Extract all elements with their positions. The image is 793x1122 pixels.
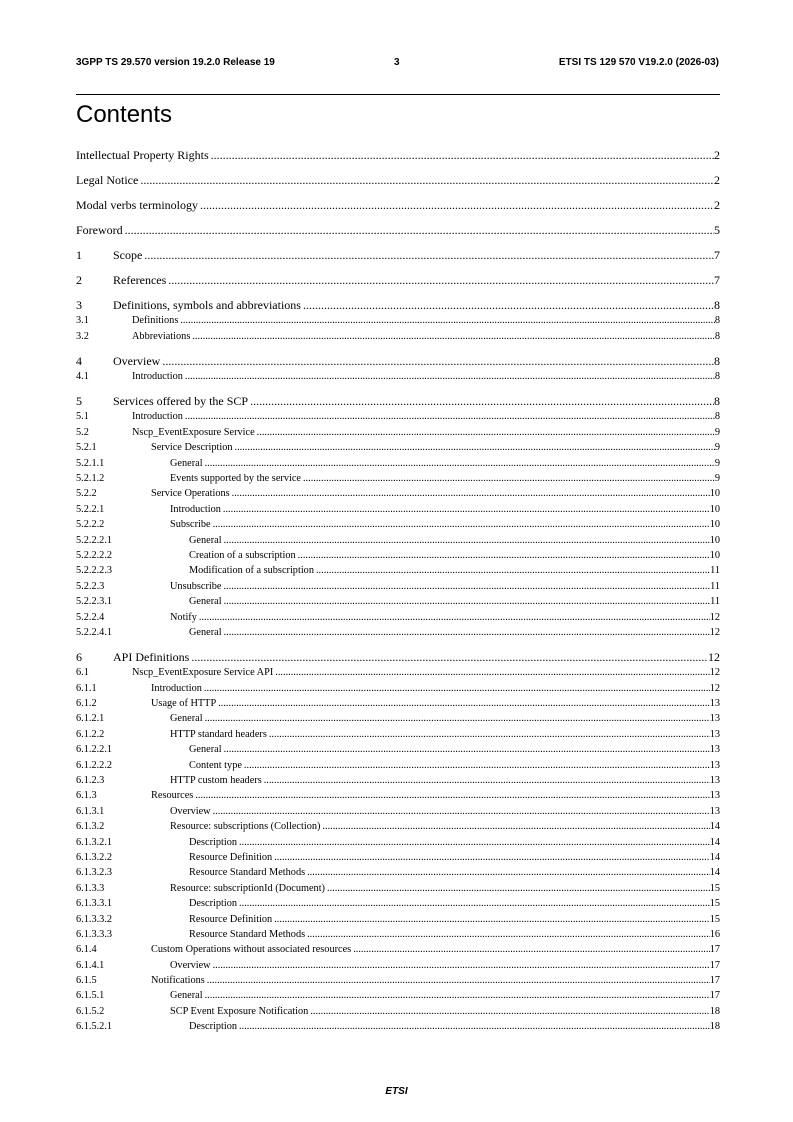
- toc-entry-number: 1: [76, 247, 82, 262]
- toc-entry-number: 6.1.5: [76, 975, 97, 987]
- toc-entry-title: Unsubscribe: [170, 580, 222, 592]
- toc-entry-number: 5.2.2.4: [76, 611, 105, 623]
- toc-leader-dots: [125, 223, 714, 238]
- toc-entry[interactable]: [76, 409, 720, 424]
- toc-entry-title: Legal Notice: [76, 172, 139, 187]
- toc-entry-number: 3: [76, 297, 82, 312]
- toc-entry[interactable]: [76, 425, 720, 440]
- toc-entry-number: 4: [76, 353, 82, 368]
- toc-entry-number: 5.2.2.3: [76, 580, 105, 592]
- toc-leader-dots: [200, 198, 714, 213]
- toc-entry-page: 8: [714, 411, 720, 423]
- toc-entry-title: References: [113, 272, 167, 287]
- toc-entry-title: Scope: [113, 247, 143, 262]
- toc-entry-number: 6.1.5.1: [76, 990, 105, 1002]
- header-spec-version: 3GPP TS 29.570 version 19.2.0 Release 19: [76, 57, 275, 68]
- toc-leader-dots: [298, 548, 710, 563]
- toc-entry[interactable]: [76, 273, 720, 288]
- toc-entry-page: 7: [714, 272, 720, 287]
- toc-entry-page: 8: [714, 394, 720, 409]
- toc-entry-page: 12: [708, 649, 720, 664]
- toc-entry[interactable]: [76, 850, 720, 865]
- toc-entry-number: 6.1.2.1: [76, 713, 105, 725]
- toc-entry-number: 6.1.3.3.1: [76, 898, 113, 910]
- toc-entry-page: 2: [714, 147, 720, 162]
- toc-leader-dots: [274, 912, 709, 927]
- toc-entry-number: 6.1.1: [76, 682, 97, 694]
- toc-entry[interactable]: [76, 329, 720, 344]
- toc-entry-title: Resources: [151, 790, 194, 802]
- toc-entry-title: Modification of a subscription: [189, 565, 314, 577]
- toc-leader-dots: [185, 369, 715, 384]
- toc-leader-dots: [224, 742, 710, 757]
- toc-leader-dots: [232, 486, 710, 501]
- toc-entry-title: Abbreviations: [132, 330, 191, 342]
- toc-entry-number: 5.2.1.1: [76, 457, 105, 469]
- toc-leader-dots: [213, 804, 710, 819]
- toc-leader-dots: [218, 696, 710, 711]
- toc-entry[interactable]: [76, 563, 720, 578]
- toc-entry-page: 17: [709, 990, 720, 1002]
- toc-entry-title: Overview: [170, 805, 211, 817]
- toc-entry-number: 5.2.2.2.2: [76, 549, 113, 561]
- toc-entry-page: 13: [709, 713, 720, 725]
- toc-entry[interactable]: [76, 471, 720, 486]
- toc-entry[interactable]: [76, 696, 720, 711]
- toc-entry-page: 11: [710, 596, 720, 608]
- toc-entry-number: 6.1: [76, 667, 89, 679]
- toc-entry[interactable]: [76, 610, 720, 625]
- toc-entry[interactable]: [76, 788, 720, 803]
- toc-entry[interactable]: [76, 625, 720, 640]
- toc-entry[interactable]: [76, 533, 720, 548]
- toc-entry-page: 13: [709, 790, 720, 802]
- toc-entry[interactable]: [76, 298, 720, 313]
- toc-entry[interactable]: [76, 148, 720, 163]
- toc-leader-dots: [269, 727, 710, 742]
- toc-entry-number: 4.1: [76, 371, 89, 383]
- toc-entry-title: Description: [189, 898, 238, 910]
- toc-entry-number: 3.2: [76, 330, 89, 342]
- toc-entry-page: 13: [709, 759, 720, 771]
- toc-entry-title: Introduction: [170, 503, 221, 515]
- toc-entry-number: 5.2.1.2: [76, 472, 105, 484]
- toc-entry-title: Definitions, symbols and abbreviations: [113, 297, 301, 312]
- toc-entry-page: 15: [709, 898, 720, 910]
- toc-entry-number: 6.1.3.3.2: [76, 913, 113, 925]
- toc-entry-page: 12: [709, 667, 720, 679]
- footer-etsi: ETSI: [385, 1086, 408, 1097]
- toc-entry-title: General: [189, 626, 222, 638]
- toc-entry-page: 9: [714, 426, 720, 438]
- toc-entry-title: Service Operations: [151, 488, 230, 500]
- toc-entry-number: 3.1: [76, 315, 89, 327]
- toc-leader-dots: [264, 773, 710, 788]
- toc-entry-page: 7: [714, 247, 720, 262]
- toc-entry-page: 12: [709, 626, 720, 638]
- toc-entry-page: 14: [709, 821, 720, 833]
- toc-entry[interactable]: [76, 223, 720, 238]
- toc-entry[interactable]: [76, 881, 720, 896]
- toc-entry-page: 8: [714, 297, 720, 312]
- toc-entry[interactable]: [76, 896, 720, 911]
- toc-entry-title: Introduction: [132, 411, 183, 423]
- toc-entry-title: Service Description: [151, 442, 233, 454]
- toc-leader-dots: [223, 502, 710, 517]
- toc-entry-title: HTTP standard headers: [170, 728, 267, 740]
- toc-entry-title: Intellectual Property Rights: [76, 147, 209, 162]
- toc-entry[interactable]: [76, 354, 720, 369]
- toc-entry[interactable]: [76, 1019, 720, 1034]
- toc-entry-title: API Definitions: [113, 649, 190, 664]
- toc-entry-page: 17: [709, 975, 720, 987]
- toc-leader-dots: [307, 927, 710, 942]
- toc-entry-title: Nscp_EventExposure Service: [132, 426, 255, 438]
- toc-entry-page: 8: [714, 330, 720, 342]
- toc-entry-number: 6.1.3.2: [76, 821, 105, 833]
- toc-leader-dots: [213, 958, 710, 973]
- toc-entry-title: Events supported by the service: [170, 472, 301, 484]
- toc-entry-title: Modal verbs terminology: [76, 197, 198, 212]
- toc-leader-dots: [180, 313, 715, 328]
- toc-entry[interactable]: [76, 681, 720, 696]
- toc-entry[interactable]: [76, 579, 720, 594]
- toc-leader-dots: [316, 563, 710, 578]
- toc-entry-page: 8: [714, 315, 720, 327]
- toc-entry-number: 5: [76, 394, 82, 409]
- toc-entry-title: Resource Definition: [189, 851, 273, 863]
- toc-entry-title: Overview: [170, 959, 211, 971]
- toc-entry-page: 14: [709, 851, 720, 863]
- toc-leader-dots: [185, 409, 715, 424]
- toc-entry[interactable]: [76, 958, 720, 973]
- toc-entry-title: General: [170, 457, 203, 469]
- table-of-contents: [76, 148, 720, 1035]
- toc-leader-dots: [303, 471, 715, 486]
- toc-entry-number: 5.1: [76, 411, 89, 423]
- toc-entry-page: 14: [709, 836, 720, 848]
- toc-entry[interactable]: [76, 517, 720, 532]
- toc-entry-page: 18: [709, 1021, 720, 1033]
- toc-leader-dots: [257, 425, 715, 440]
- toc-entry-page: 13: [709, 775, 720, 786]
- toc-entry-title: Resource Definition: [189, 913, 273, 925]
- toc-entry[interactable]: [76, 548, 720, 563]
- toc-leader-dots: [144, 248, 714, 263]
- toc-entry-page: 14: [709, 867, 720, 879]
- toc-entry-number: 5.2.2: [76, 488, 97, 500]
- toc-entry[interactable]: [76, 173, 720, 188]
- toc-entry-page: 13: [709, 805, 720, 817]
- toc-entry-number: 5.2.1: [76, 442, 97, 454]
- toc-leader-dots: [223, 579, 710, 594]
- toc-entry[interactable]: [76, 773, 720, 788]
- toc-entry-title: Description: [189, 1021, 238, 1033]
- toc-entry-page: 15: [709, 882, 720, 894]
- toc-entry-number: 6.1.2.2.1: [76, 744, 113, 756]
- toc-entry-number: 5.2.2.2.3: [76, 565, 113, 577]
- toc-leader-dots: [239, 835, 710, 850]
- toc-entry-title: SCP Event Exposure Notification: [170, 1005, 309, 1017]
- toc-leader-dots: [224, 625, 710, 640]
- toc-entry[interactable]: [76, 456, 720, 471]
- toc-entry-title: Resource Standard Methods: [189, 867, 306, 879]
- toc-entry-title: Introduction: [151, 682, 202, 694]
- toc-entry-page: 13: [709, 728, 720, 740]
- toc-entry-number: 6.1.2.3: [76, 775, 105, 786]
- page-title: Contents: [76, 101, 173, 128]
- toc-entry[interactable]: [76, 865, 720, 880]
- header-divider: [76, 94, 720, 95]
- toc-entry[interactable]: [76, 758, 720, 773]
- toc-entry-page: 15: [709, 913, 720, 925]
- toc-entry[interactable]: [76, 394, 720, 409]
- toc-entry-number: 6.1.2.2.2: [76, 759, 113, 771]
- toc-entry[interactable]: [76, 835, 720, 850]
- toc-entry-number: 2: [76, 272, 82, 287]
- toc-entry-page: 9: [714, 442, 720, 454]
- toc-entry-title: Resource: subscriptionId (Document): [170, 882, 325, 894]
- toc-entry[interactable]: [76, 198, 720, 213]
- toc-leader-dots: [235, 440, 715, 455]
- toc-leader-dots: [327, 881, 710, 896]
- toc-leader-dots: [191, 650, 708, 665]
- toc-entry[interactable]: [76, 942, 720, 957]
- toc-leader-dots: [250, 394, 714, 409]
- toc-leader-dots: [303, 298, 714, 313]
- toc-entry-page: 17: [709, 944, 720, 956]
- header-etsi-reference: ETSI TS 129 570 V19.2.0 (2026-03): [558, 57, 719, 68]
- toc-entry-title: General: [189, 534, 222, 546]
- toc-entry-number: 5.2.2.2.1: [76, 534, 113, 546]
- toc-entry-page: 9: [714, 472, 720, 484]
- toc-leader-dots: [310, 1004, 709, 1019]
- toc-entry[interactable]: [76, 711, 720, 726]
- toc-entry-title: Definitions: [132, 315, 179, 327]
- header-page-number: 3: [394, 57, 400, 68]
- toc-entry-title: Description: [189, 836, 238, 848]
- toc-leader-dots: [353, 942, 710, 957]
- toc-entry-title: Notify: [170, 611, 197, 623]
- toc-leader-dots: [307, 865, 710, 880]
- toc-entry-page: 10: [709, 534, 720, 546]
- toc-entry[interactable]: [76, 502, 720, 517]
- toc-entry-number: 6.1.3.3.3: [76, 928, 113, 940]
- toc-entry-page: 13: [709, 744, 720, 756]
- toc-entry-number: 6.1.3.3: [76, 882, 105, 894]
- toc-entry-number: 6.1.2: [76, 698, 97, 710]
- toc-entry-page: 10: [709, 503, 720, 515]
- toc-leader-dots: [199, 610, 710, 625]
- toc-leader-dots: [275, 665, 709, 680]
- toc-leader-dots: [244, 758, 710, 773]
- toc-entry-page: 16: [709, 928, 720, 940]
- toc-leader-dots: [205, 456, 715, 471]
- toc-entry-page: 11: [710, 565, 720, 577]
- toc-entry-page: 10: [709, 549, 720, 561]
- toc-entry[interactable]: [76, 594, 720, 609]
- toc-leader-dots: [213, 517, 710, 532]
- toc-entry-title: Usage of HTTP: [151, 698, 217, 710]
- toc-entry[interactable]: [76, 1004, 720, 1019]
- toc-leader-dots: [239, 1019, 710, 1034]
- toc-entry-page: 17: [709, 959, 720, 971]
- toc-entry[interactable]: [76, 727, 720, 742]
- toc-leader-dots: [239, 896, 710, 911]
- toc-entry-page: 9: [714, 457, 720, 469]
- toc-entry-title: Overview: [113, 353, 161, 368]
- toc-entry[interactable]: [76, 665, 720, 680]
- toc-entry-title: General: [189, 744, 222, 756]
- toc-entry-number: 6.1.3.1: [76, 805, 105, 817]
- toc-entry-number: 6.1.4: [76, 944, 97, 956]
- toc-entry[interactable]: [76, 973, 720, 988]
- toc-entry-title: Subscribe: [170, 519, 211, 531]
- toc-entry-number: 6.1.5.2.1: [76, 1021, 113, 1033]
- toc-entry-page: 8: [714, 371, 720, 383]
- toc-entry-number: 6.1.4.1: [76, 959, 105, 971]
- toc-entry-page: 11: [710, 580, 720, 592]
- toc-leader-dots: [168, 273, 714, 288]
- toc-entry[interactable]: [76, 313, 720, 328]
- toc-leader-dots: [162, 354, 714, 369]
- toc-entry-number: 5.2.2.1: [76, 503, 105, 515]
- toc-entry-page: 10: [709, 488, 720, 500]
- toc-leader-dots: [205, 988, 710, 1003]
- toc-entry[interactable]: [76, 819, 720, 834]
- toc-entry-title: Custom Operations without associated resources: [151, 944, 352, 956]
- toc-entry-title: Content type: [189, 759, 242, 771]
- toc-entry[interactable]: [76, 650, 720, 665]
- toc-entry-number: 6.1.5.2: [76, 1005, 105, 1017]
- toc-leader-dots: [224, 594, 710, 609]
- toc-entry-number: 6.1.3.2.2: [76, 851, 113, 863]
- toc-entry[interactable]: [76, 804, 720, 819]
- toc-leader-dots: [211, 148, 714, 163]
- toc-entry[interactable]: [76, 248, 720, 263]
- toc-entry-title: HTTP custom headers: [170, 775, 262, 786]
- toc-entry-number: 5.2: [76, 426, 89, 438]
- toc-entry-title: Introduction: [132, 371, 183, 383]
- toc-entry[interactable]: [76, 927, 720, 942]
- toc-entry-number: 6.1.3.2.3: [76, 867, 113, 879]
- toc-entry-title: Creation of a subscription: [189, 549, 296, 561]
- toc-entry-page: 5: [714, 222, 720, 237]
- toc-entry-page: 10: [709, 519, 720, 531]
- toc-entry-page: 12: [709, 682, 720, 694]
- toc-entry-title: Resource Standard Methods: [189, 928, 306, 940]
- toc-entry[interactable]: [76, 912, 720, 927]
- toc-entry-number: 5.2.2.4.1: [76, 626, 113, 638]
- toc-leader-dots: [204, 681, 710, 696]
- toc-entry-page: 2: [714, 197, 720, 212]
- toc-entry-title: Nscp_EventExposure Service API: [132, 667, 274, 679]
- toc-leader-dots: [192, 329, 715, 344]
- toc-entry[interactable]: [76, 440, 720, 455]
- toc-entry-number: 6: [76, 649, 82, 664]
- toc-entry-number: 5.2.2.2: [76, 519, 105, 531]
- toc-entry-title: General: [170, 990, 203, 1002]
- toc-entry[interactable]: [76, 742, 720, 757]
- toc-leader-dots: [224, 533, 710, 548]
- toc-leader-dots: [274, 850, 709, 865]
- toc-leader-dots: [140, 173, 714, 188]
- toc-entry-page: 12: [709, 611, 720, 623]
- toc-entry-title: Resource: subscriptions (Collection): [170, 821, 321, 833]
- toc-entry-title: Services offered by the SCP: [113, 394, 249, 409]
- toc-entry-number: 5.2.2.3.1: [76, 596, 113, 608]
- toc-entry[interactable]: [76, 988, 720, 1003]
- toc-leader-dots: [205, 711, 710, 726]
- toc-entry-page: 13: [709, 698, 720, 710]
- toc-leader-dots: [195, 788, 709, 803]
- toc-entry-title: General: [189, 596, 222, 608]
- toc-entry[interactable]: [76, 369, 720, 384]
- toc-entry-title: Foreword: [76, 222, 123, 237]
- toc-entry[interactable]: [76, 486, 720, 501]
- toc-entry-page: 8: [714, 353, 720, 368]
- toc-entry-page: 2: [714, 172, 720, 187]
- toc-leader-dots: [322, 819, 709, 834]
- toc-entry-title: General: [170, 713, 203, 725]
- toc-entry-title: Notifications: [151, 975, 205, 987]
- toc-entry-page: 18: [709, 1005, 720, 1017]
- toc-entry-number: 6.1.3.2.1: [76, 836, 113, 848]
- toc-entry-number: 6.1.3: [76, 790, 97, 802]
- toc-entry-number: 6.1.2.2: [76, 728, 105, 740]
- toc-leader-dots: [207, 973, 710, 988]
